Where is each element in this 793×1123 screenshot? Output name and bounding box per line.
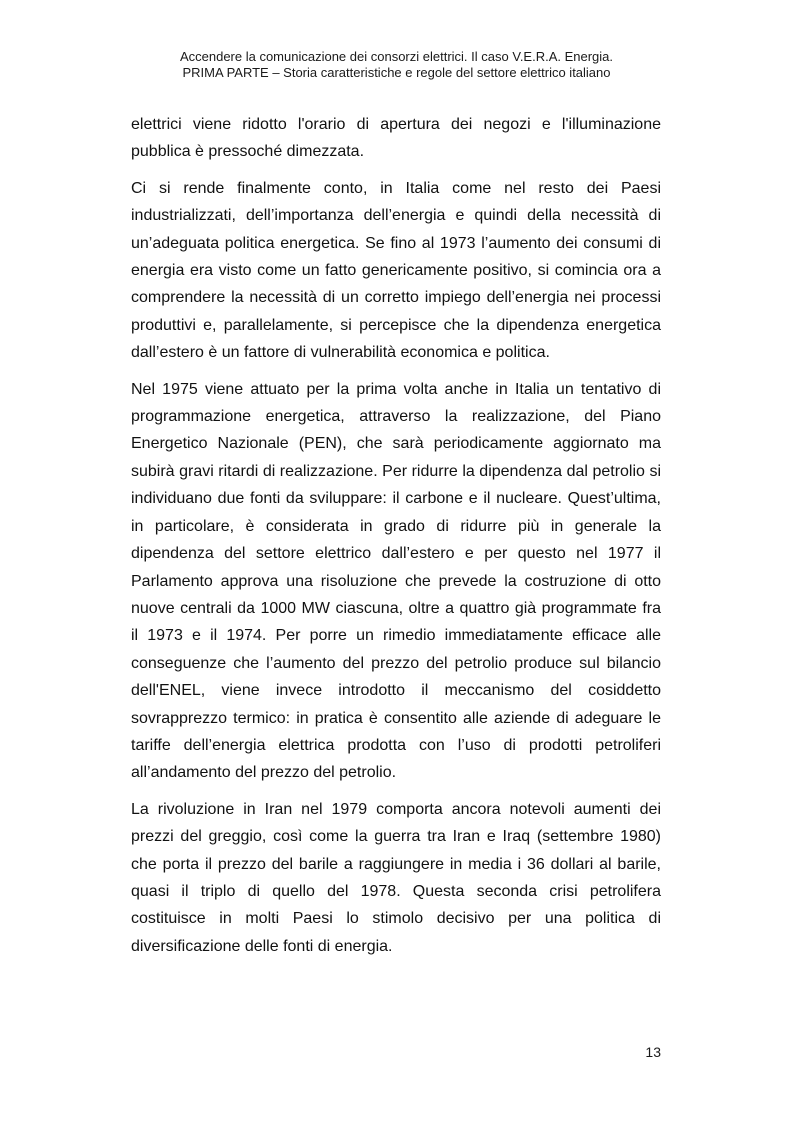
header-subtitle-line: PRIMA PARTE – Storia caratteristiche e regole del settore elettrico italiano: [182, 65, 611, 80]
paragraph-2: Ci si rende finalmente conto, in Italia come nel resto dei Paesi industrializzati, dell’importanza dell’energia e quindi della necessità di un’adeguata politica energetica. Se fino al 1973 l’aumento dei consumi di energia era visto come un fatto genericamente positivo, si comincia ora a comprendere la necessità di un corretto impiego dell’energia nei processi produttivi e, parallelamente, si percepisce che la dipendenza energetica dall’estero è un fattore di vulnerabilità economica e politica.: [131, 179, 661, 362]
paragraph-3: Nel 1975 viene attuato per la prima volta anche in Italia un tentativo di programmazione energetica, attraverso la realizzazione, del Piano Energetico Nazionale (PEN), che sarà periodicamente aggiornato ma subirà gravi ritardi di realizzazione. Per ridurre la dipendenza dal petrolio si individuano due fonti da sviluppare: il carbone e il nucleare. Quest’ultima, in particolare, è considerata in grado di ridurre più in generale la dipendenza del settore elettrico dall’estero e per questo nel 1977 il Parlamento approva una risoluzione che prevede la costruzione di otto nuove centrali da 1000 MW ciascuna, oltre a quattro già programmate fra il 1973 e il 1974. Per porre un rimedio immediatamente efficace alle conseguenze che l’aumento del prezzo del petrolio produce sul bilancio dell'ENEL, viene invece introdotto il meccanismo del cosiddetto sovrapprezzo termico: in pratica è consentito alle aziende di adeguare le tariffe dell’energia elettrica prodotta con l’uso di prodotti petroliferi all’andamento del prezzo del petrolio.: [131, 380, 661, 782]
page-number: 13: [645, 1044, 661, 1060]
header-title-line: Accendere la comunicazione dei consorzi elettrici. Il caso V.E.R.A. Energia.: [179, 49, 614, 64]
running-header: [0, 49, 793, 81]
body-text: [131, 111, 661, 969]
paragraph-1: elettrici viene ridotto l'orario di apertura dei negozi e l'illuminazione pubblica è pressoché dimezzata.: [131, 116, 661, 161]
paragraph-4: La rivoluzione in Iran nel 1979 comporta ancora notevoli aumenti dei prezzi del greggio, così come la guerra tra Iran e Iraq (settembre 1980) che porta il prezzo del barile a raggiungere in media i 36 dollari al barile, quasi il triplo di quello del 1978. Questa seconda crisi petrolifera costituisce in molti Paesi lo stimolo decisivo per una politica di diversificazione delle fonti di energia.: [131, 800, 661, 955]
